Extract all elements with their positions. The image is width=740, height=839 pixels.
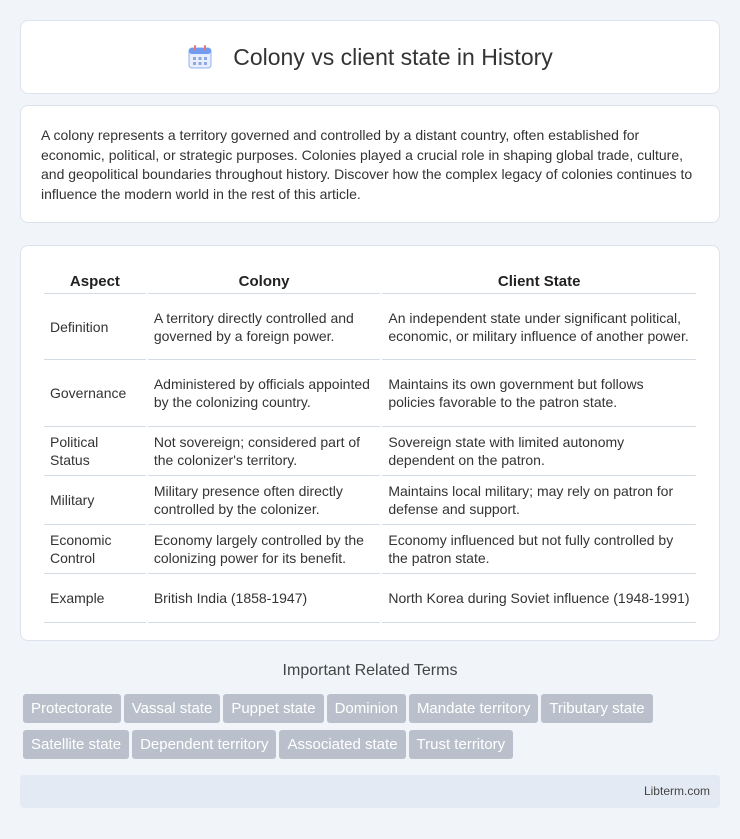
comparison-table xyxy=(42,266,698,623)
header-aspect: Aspect xyxy=(44,266,146,294)
row-aspect: Military xyxy=(44,476,146,525)
tag-puppet-state[interactable]: Puppet state xyxy=(223,694,323,723)
header-card xyxy=(20,20,720,94)
row-colony: Military presence often directly controlled by the colonizer. xyxy=(148,476,381,525)
related-terms-list xyxy=(23,694,723,766)
row-aspect: Example xyxy=(44,574,146,623)
tag-trust-territory[interactable]: Trust territory xyxy=(409,730,514,759)
tag-tributary-state[interactable]: Tributary state xyxy=(541,694,652,723)
row-client-state: Sovereign state with limited autonomy dependent on the patron. xyxy=(382,427,696,476)
row-client-state: Maintains local military; may rely on patron for defense and support. xyxy=(382,476,696,525)
comparison-card xyxy=(20,245,720,641)
row-colony: British India (1858-1947) xyxy=(148,574,381,623)
tag-associated-state[interactable]: Associated state xyxy=(279,730,405,759)
tag-vassal-state[interactable]: Vassal state xyxy=(124,694,221,723)
table-row xyxy=(44,525,696,574)
table-row xyxy=(44,427,696,476)
intro-text: A colony represents a territory governed and controlled by a distant country, often established for economic, political, or strategic purposes. Colonies played a crucial role in shaping global trade, culture, and geopolitical boundaries throughout history. Discover how the complex legacy of colonies continues to influence the modern world in the rest of this article. xyxy=(41,127,693,202)
table-row xyxy=(44,574,696,623)
intro-card xyxy=(20,105,720,223)
row-client-state: Economy influenced but not fully controlled by the patron state. xyxy=(382,525,696,574)
row-client-state: An independent state under significant political, economic, or military influence of another power. xyxy=(382,294,696,360)
table-row xyxy=(44,294,696,360)
tag-dominion[interactable]: Dominion xyxy=(327,694,406,723)
row-client-state: North Korea during Soviet influence (1948-1991) xyxy=(382,574,696,623)
page-title: Colony vs client state in History xyxy=(233,43,553,70)
tag-dependent-territory[interactable]: Dependent territory xyxy=(132,730,276,759)
tag-mandate-territory[interactable]: Mandate territory xyxy=(409,694,538,723)
row-aspect: Governance xyxy=(44,360,146,427)
tag-satellite-state[interactable]: Satellite state xyxy=(23,730,129,759)
row-aspect: Political Status xyxy=(44,427,146,476)
header-client-state: Client State xyxy=(382,266,696,294)
row-colony: Administered by officials appointed by the colonizing country. xyxy=(148,360,381,427)
related-terms-title: Important Related Terms xyxy=(282,662,458,679)
table-row xyxy=(44,476,696,525)
row-colony: Not sovereign; considered part of the colonizer's territory. xyxy=(148,427,381,476)
footer xyxy=(20,775,720,808)
header-colony: Colony xyxy=(148,266,381,294)
row-colony: A territory directly controlled and governed by a foreign power. xyxy=(148,294,381,360)
footer-site-link[interactable]: Libterm.com xyxy=(643,784,710,798)
row-client-state: Maintains its own government but follows policies favorable to the patron state. xyxy=(382,360,696,427)
table-row xyxy=(44,360,696,427)
row-aspect: Definition xyxy=(44,294,146,360)
table-header-row xyxy=(44,266,696,294)
row-colony: Economy largely controlled by the colonizing power for its benefit. xyxy=(148,525,381,574)
row-aspect: Economic Control xyxy=(44,525,146,574)
tag-protectorate[interactable]: Protectorate xyxy=(23,694,121,723)
calendar-icon xyxy=(187,44,213,70)
